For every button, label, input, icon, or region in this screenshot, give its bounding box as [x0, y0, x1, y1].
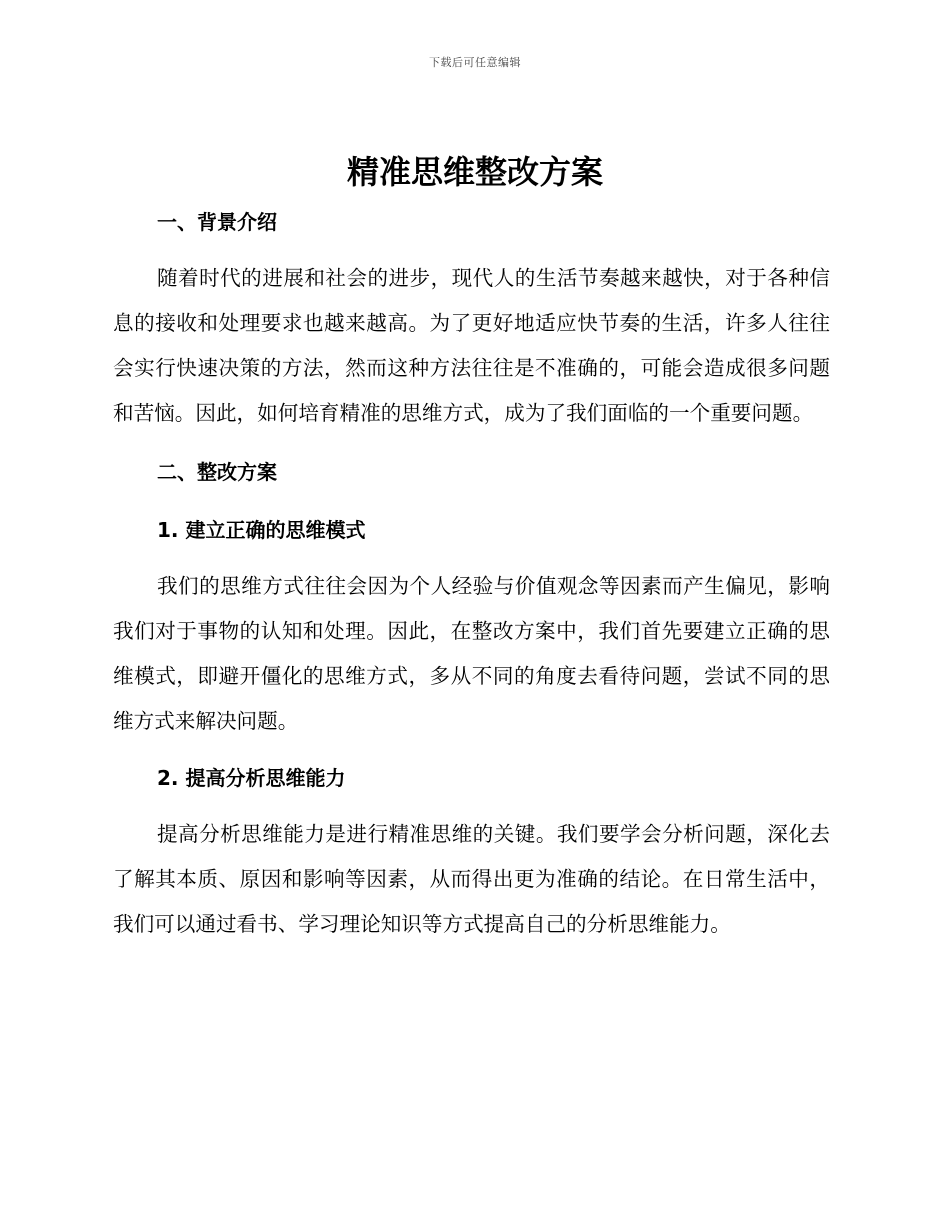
paragraph-analysis: 提高分析思维能力是进行精准思维的关键。我们要学会分析问题，深化去了解其本质、原因和影响等因素，从而得出更为准确的结论。在日常生活中，我们可以通过看书、学习理论知识等方式提高自己的分析思维能力。 — [113, 822, 830, 936]
subsection-heading-thinking-mode: 1. 建立正确的思维模式 — [157, 518, 366, 542]
section-heading-plan: 二、整改方案 — [157, 460, 277, 484]
header-note: 下载后可任意编辑 — [429, 56, 521, 69]
document-title: 精准思维整改方案 — [346, 153, 603, 191]
paragraph-background: 随着时代的进展和社会的进步，现代人的生活节奏越来越快，对于各种信息的接收和处理要求也越来越高。为了更好地适应快节奏的生活，许多人往往会实行快速决策的方法，然而这种方法往往是不准确的，可能会造成很多问题和苦恼。因此，如何培育精准的思维方式，成为了我们面临的一个重要问题。 — [113, 266, 830, 425]
subsection-heading-analysis: 2. 提高分析思维能力 — [157, 766, 346, 790]
section-heading-background: 一、背景介绍 — [157, 210, 277, 234]
paragraph-thinking-mode: 我们的思维方式往往会因为个人经验与价值观念等因素而产生偏见，影响我们对于事物的认知和处理。因此，在整改方案中，我们首先要建立正确的思维模式，即避开僵化的思维方式，多从不同的角度去看待问题，尝试不同的思维方式来解决问题。 — [113, 574, 830, 733]
document-body — [113, 200, 830, 947]
